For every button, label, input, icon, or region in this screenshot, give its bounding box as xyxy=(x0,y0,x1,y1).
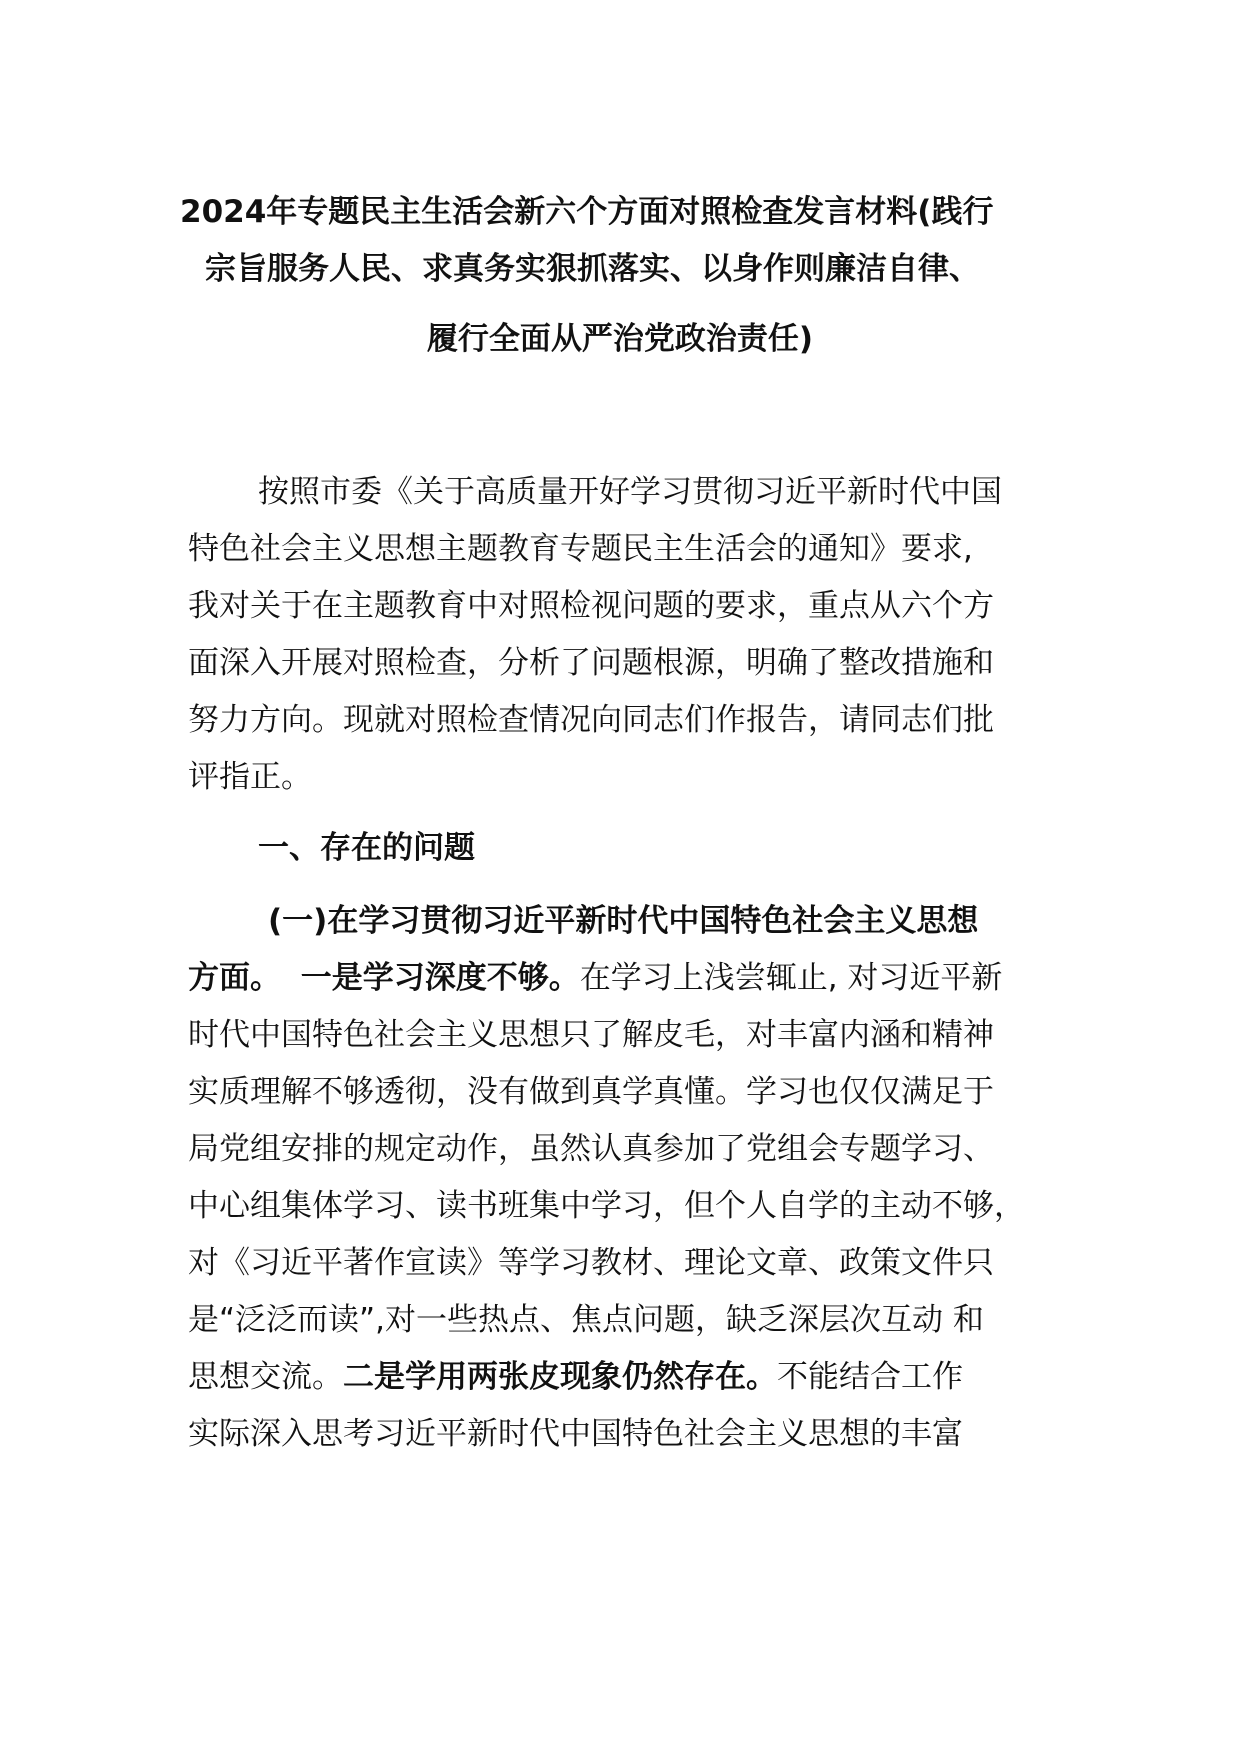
document-title-line-3: 履行全面从严治党政治责任) xyxy=(426,321,814,357)
intro-paragraph-line: 特色社会主义思想主题教育专题民主生活会的通知》要求, xyxy=(188,531,973,567)
body-text: 思想交流。 xyxy=(188,1359,343,1395)
intro-paragraph-line: 努力方向。现就对照检查情况向同志们作报告，请同志们批 xyxy=(188,702,994,738)
body-line: 中心组集体学习、读书班集中学习，但个人自学的主动不够， xyxy=(188,1188,1025,1224)
body-line: 实质理解不够透彻，没有做到真学真懂。学习也仅仅满足于 xyxy=(188,1074,994,1110)
point-one-heading: 一是学习深度不够。 xyxy=(300,960,580,996)
section-heading: 一、存在的问题 xyxy=(258,830,475,866)
body-line: 实际深入思考习近平新时代中国特色社会主义思想的丰富 xyxy=(188,1416,963,1452)
point-one-text: 在学习上浅尝辄止, 对习近平新 xyxy=(579,960,1003,996)
subsection-heading: (一)在学习贯彻习近平新时代中国特色社会主义思想 xyxy=(268,903,979,939)
point-one-line xyxy=(188,956,1002,1000)
subsection-heading-end: 方面。 xyxy=(188,960,281,996)
document-title-line-1: 2024年专题民主生活会新六个方面对照检查发言材料(践行 xyxy=(180,194,994,230)
point-two-text: 不能结合工作 xyxy=(777,1359,963,1395)
point-two-heading: 二是学用两张皮现象仍然存在。 xyxy=(343,1359,777,1395)
point-two-line xyxy=(188,1355,963,1399)
body-line: 时代中国特色社会主义思想只了解皮毛，对丰富内涵和精神 xyxy=(188,1017,994,1053)
body-line: 对《习近平著作宣读》等学习教材、理论文章、政策文件只 xyxy=(188,1245,994,1281)
intro-paragraph-line: 按照市委《关于高质量开好学习贯彻习近平新时代中国 xyxy=(258,474,1002,510)
body-line: 是“泛泛而读”,对一些热点、焦点问题，缺乏深层次互动 和 xyxy=(188,1302,984,1338)
body-line: 局党组安排的规定动作，虽然认真参加了党组会专题学习、 xyxy=(188,1131,994,1167)
document-title-line-2: 宗旨服务人民、求真务实狠抓落实、以身作则廉洁自律、 xyxy=(205,251,980,287)
intro-paragraph-line: 评指正。 xyxy=(188,759,312,795)
intro-paragraph-line: 面深入开展对照检查，分析了问题根源，明确了整改措施和 xyxy=(188,645,994,681)
intro-paragraph-line: 我对关于在主题教育中对照检视问题的要求，重点从六个方 xyxy=(188,588,994,624)
